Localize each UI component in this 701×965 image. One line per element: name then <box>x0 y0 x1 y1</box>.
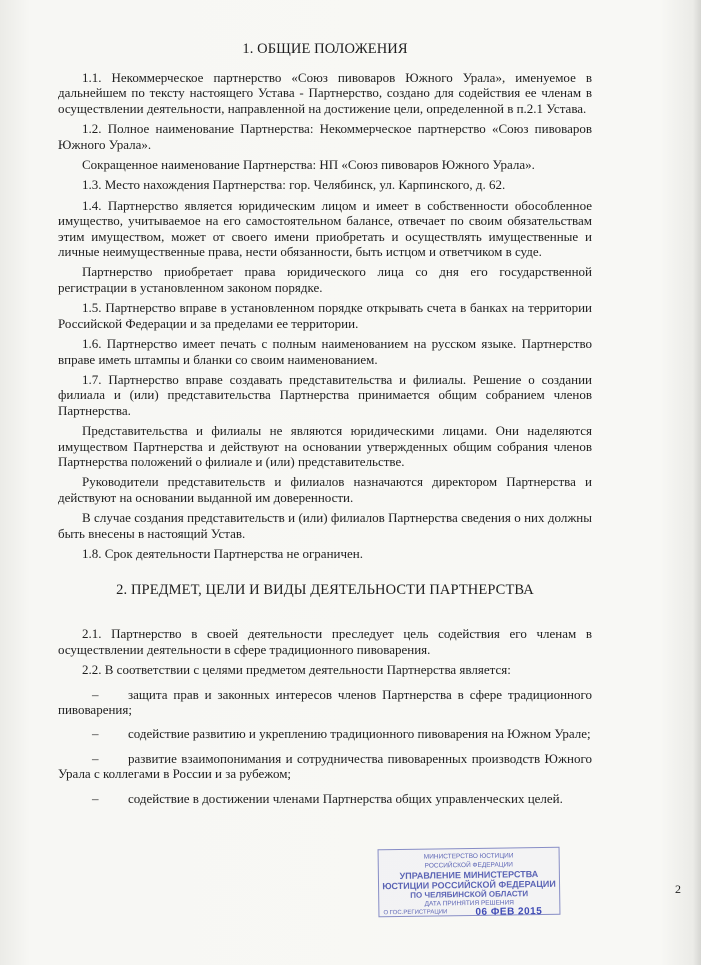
section-1-heading: 1. ОБЩИЕ ПОЛОЖЕНИЯ <box>242 41 408 57</box>
stamp-line: МИНИСТЕРСТВО ЮСТИЦИИ <box>423 852 514 861</box>
section-2-heading: 2. ПРЕДМЕТ, ЦЕЛИ И ВИДЫ ДЕЯТЕЛЬНОСТИ ПАРТНЕРСТВА <box>116 582 534 599</box>
paragraph-1-7-branches: Представительства и филиалы не являются юридическими лицами. Они наделяются имуществом Партнерства и действуют на основании утвержденных общим собрания членов Партнерства положений о филиале и (или) представительстве. <box>58 423 592 469</box>
paragraph-1-7-heads: Руководители представительств и филиалов назначаются директором Партнерства и действуют на основании выданной им доверенности. <box>58 474 592 505</box>
paragraph-1-8: 1.8. Срок деятельности Партнерства не ограничен. <box>82 545 363 561</box>
page-edge-shadow <box>693 0 701 965</box>
list-item-text: развитие взаимопонимания и сотрудничества пивоваренных производств Южного Урала с коллегами в России и за рубежом; <box>58 750 592 782</box>
paragraph-2-2: 2.2. В соответствии с целями предметом деятельности Партнерства является: <box>82 662 511 678</box>
paragraph-1-4-registration: Партнерство приобретает права юридического лица со дня его государственной регистрации в установленном законом порядке. <box>58 264 592 295</box>
paragraph-1-2-short-name: Сокращенное наименование Партнерства: НП «Союз пивоваров Южного Урала». <box>82 157 535 173</box>
dash-marker: – <box>92 686 99 702</box>
list-item <box>58 687 592 718</box>
page-number: 2 <box>675 882 681 896</box>
stamp-line: О ГОС.РЕГИСТРАЦИИ <box>383 909 448 917</box>
dash-marker: – <box>92 750 99 766</box>
paragraph-1-6: 1.6. Партнерство имеет печать с полным наименованием на русском языке. Партнерство вправе иметь штампы и бланки со своим наименованием. <box>58 336 592 367</box>
list-item-text: защита прав и законных интересов членов Партнерства в сфере традиционного пивоварения; <box>58 686 592 717</box>
paragraph-1-1: 1.1. Некоммерческое партнерство «Союз пивоваров Южного Урала», именуемое в дальнейшем по тексту настоящего Устава - Партнерство, создано для содействия ее членам в осуществлении деятельности, направленной на достижение цели, определенной в п.2.1 Устава. <box>58 70 592 116</box>
stamp-line: РОССИЙСКОЙ ФЕДЕРАЦИИ <box>424 861 513 870</box>
stamp-date: 06 ФЕВ 2015 <box>475 905 543 918</box>
paragraph-1-4: 1.4. Партнерство является юридическим лицом и имеет в собственности обособленное имущество, учитываемое на его самостоятельном балансе, отвечает по своим обязательствам этим имуществом, может от своего имени приобретать и осуществлять имущественные и личные неимущественные права, нести обязанности, быть истцом и ответчиком в суде. <box>58 197 592 260</box>
list-item-text: содействие развитию и укреплению традиционного пивоварения на Южном Урале; <box>128 726 591 742</box>
paragraph-1-5: 1.5. Партнерство вправе в установленном порядке открывать счета в банках на территории Российской Федерации и за пределами ее территории. <box>58 300 592 331</box>
paragraph-1-7-charter: В случае создания представительств и (или) филиалов Партнерства сведения о них должны быть внесены в настоящий Устав. <box>58 510 592 541</box>
paragraph-2-1: 2.1. Партнерство в своей деятельности преследует цель содействия его членам в осуществлении деятельности в сфере традиционного пивоварения. <box>58 626 592 657</box>
list-item-text: содействие в достижении членами Партнерства общих управленческих целей. <box>128 790 563 806</box>
stamp-date-row <box>379 907 559 922</box>
stamp-line: ДАТА ПРИНЯТИЯ РЕШЕНИЯ <box>424 899 515 908</box>
paragraph-1-7: 1.7. Партнерство вправе создавать представительства и филиалы. Решение о создании филиала и (или) представительства Партнерства принимается общим собранием членов Партнерства. <box>58 371 592 418</box>
stamp-line: УПРАВЛЕНИЕ МИНИСТЕРСТВА <box>399 869 539 881</box>
registration-stamp <box>378 847 561 918</box>
dash-marker: – <box>92 726 99 742</box>
paragraph-1-2: 1.2. Полное наименование Партнерства: Некоммерческое партнерство «Союз пивоваров Южного Урала». <box>58 121 592 152</box>
list-item <box>58 726 592 741</box>
list-item <box>58 791 592 806</box>
stamp-line: ЮСТИЦИИ РОССИЙСКОЙ ФЕДЕРАЦИИ <box>382 878 556 892</box>
paragraph-1-3: 1.3. Место нахождения Партнерства: гор. Челябинск, ул. Карпинского, д. 62. <box>82 177 506 193</box>
document-body <box>58 40 592 815</box>
list-item <box>58 751 592 782</box>
stamp-line: ПО ЧЕЛЯБИНСКОЙ ОБЛАСТИ <box>410 889 529 900</box>
dash-marker: – <box>92 790 99 806</box>
